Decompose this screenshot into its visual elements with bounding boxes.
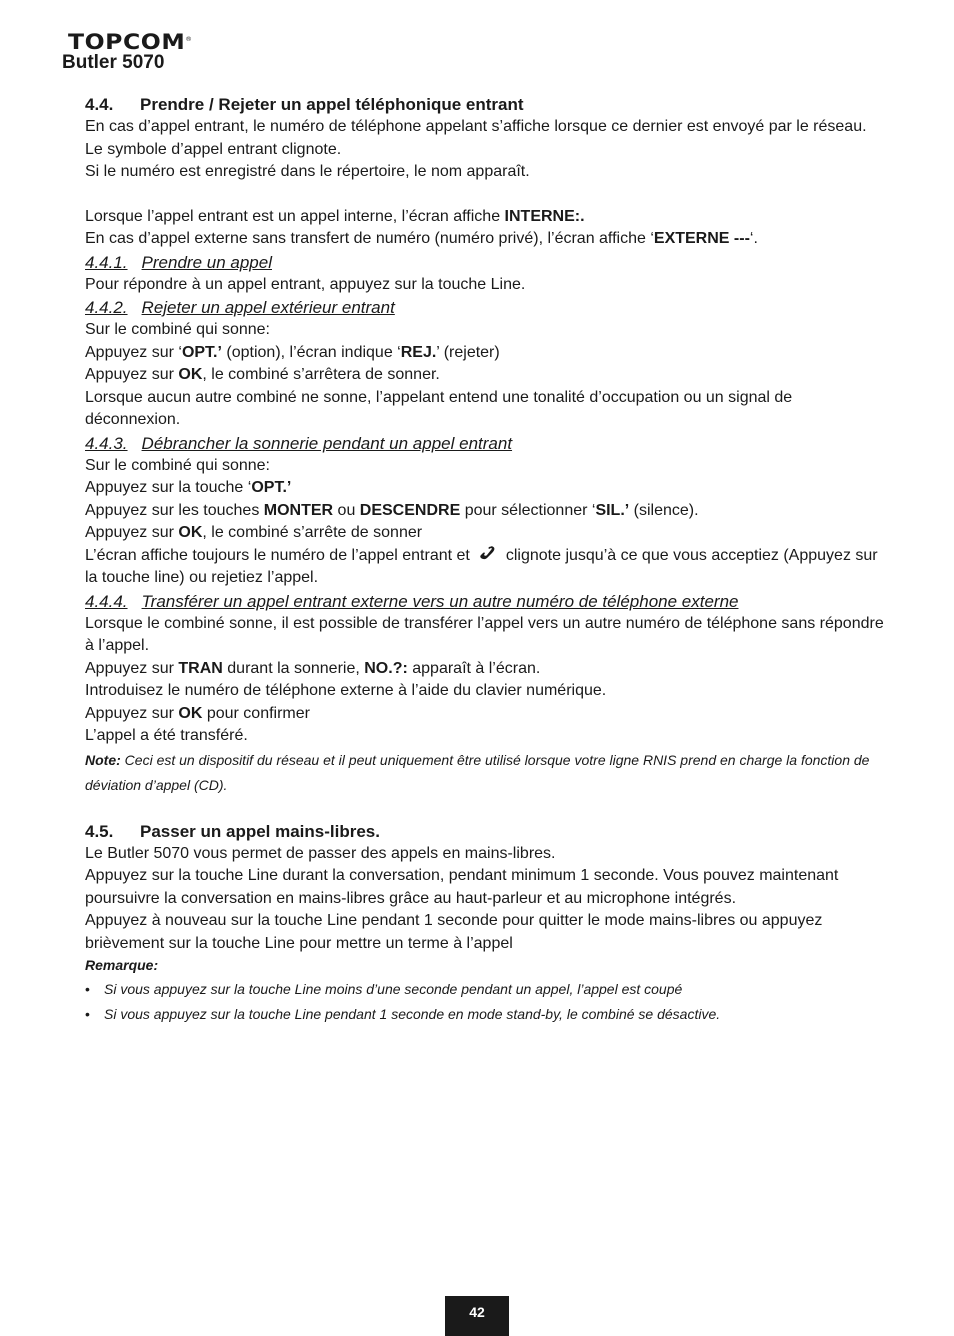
- paragraph: Lorsque l’appel entrant est un appel interne, l’écran affiche INTERNE:.: [85, 207, 585, 225]
- page-content: [85, 93, 890, 1027]
- subsection-heading-4-4-1: 4.4.1. Prendre un appel: [85, 252, 272, 272]
- phone-handset-icon: [476, 545, 498, 568]
- paragraph: Appuyez sur les touches MONTER ou DESCENDRE pour sélectionner ‘SIL.’ (silence).: [85, 501, 699, 519]
- section-heading-4-5: 4.5. Passer un appel mains-libres.: [85, 821, 380, 841]
- paragraph: Sur le combiné qui sonne:: [85, 456, 270, 474]
- list-item: • Si vous appuyez sur la touche Line moins d’une seconde pendant un appel, l’appel est coupé: [85, 977, 890, 1002]
- topcom-logo: TOPCOM®: [68, 30, 193, 54]
- paragraph: Appuyez sur la touche ‘OPT.’: [85, 479, 292, 496]
- subsection-heading-4-4-3: 4.4.3. Débrancher la sonnerie pendant un appel entrant: [85, 433, 513, 453]
- paragraph: Pour répondre à un appel entrant, appuyez sur la touche Line.: [85, 275, 526, 293]
- paragraph: En cas d’appel externe sans transfert de numéro (numéro privé), l’écran affiche ‘EXTERNE ---‘.: [85, 230, 758, 247]
- paragraph: Appuyez sur OK, le combiné s’arrête de sonner: [85, 524, 423, 541]
- subsection-heading-4-4-4: 4.4.4. Transférer un appel entrant externe vers un autre numéro de téléphone externe: [85, 591, 739, 611]
- paragraph: L’appel a été transféré.: [85, 727, 248, 744]
- subsection-heading-4-4-2: 4.4.2. Rejeter un appel extérieur entrant: [85, 298, 395, 317]
- note: Note: Ceci est un dispositif du réseau et il peut uniquement être utilisé lorsque votre ligne RNIS prend en charge la fonction de déviation d’appel (CD).: [85, 751, 870, 793]
- paragraph: Appuyez sur OK pour confirmer: [85, 704, 310, 722]
- paragraph: Le symbole d’appel entrant clignote.: [85, 140, 342, 158]
- paragraph: Lorsque le combiné sonne, il est possible de transférer l’appel vers un autre numéro de téléphone sans répondre à l’appel.: [85, 614, 884, 654]
- paragraph: Si le numéro est enregistré dans le répertoire, le nom apparaît.: [85, 163, 530, 180]
- section-heading-4-4: 4.4. Prendre / Rejeter un appel téléphonique entrant: [85, 95, 524, 114]
- model-name: Butler 5070: [62, 52, 165, 73]
- remark-list: [85, 977, 890, 1027]
- paragraph: Sur le combiné qui sonne:: [85, 321, 270, 338]
- paragraph: Appuyez à nouveau sur la touche Line pendant 1 seconde pour quitter le mode mains-libres ou appuyez brièvement sur la touche Line pour mettre un terme à l’appel: [85, 912, 823, 952]
- paragraph: En cas d’appel entrant, le numéro de téléphone appelant s’affiche lorsque ce dernier est envoyé par le réseau.: [85, 118, 867, 135]
- paragraph: Appuyez sur TRAN durant la sonnerie, NO.?: apparaît à l’écran.: [85, 659, 541, 677]
- paragraph: Appuyez sur ‘OPT.’ (option), l’écran indique ‘REJ.’ (rejeter): [85, 343, 500, 361]
- page-number: 42: [445, 1296, 509, 1336]
- paragraph: Le Butler 5070 vous permet de passer des appels en mains-libres.: [85, 844, 556, 862]
- list-item: • Si vous appuyez sur la touche Line pendant 1 seconde en mode stand-by, le combiné se désactive.: [85, 1002, 890, 1027]
- paragraph: Lorsque aucun autre combiné ne sonne, l’appelant entend une tonalité d’occupation ou un signal de déconnexion.: [85, 388, 793, 428]
- paragraph: Appuyez sur OK, le combiné s’arrêtera de sonner.: [85, 366, 440, 383]
- paragraph: L’écran affiche toujours le numéro de l’appel entrant et clignote jusqu’à ce que vous acceptiez (Appuyez sur la touche line) ou rejetiez l’appel.: [85, 546, 878, 586]
- paragraph: Introduisez le numéro de téléphone externe à l’aide du clavier numérique.: [85, 682, 607, 699]
- remark-title: Remarque:: [85, 957, 159, 973]
- paragraph: Appuyez sur la touche Line durant la conversation, pendant minimum 1 seconde. Vous pouvez maintenant poursuivre la conversation en mains-libres grâce au haut-parleur et au microphone intégrés.: [85, 867, 839, 907]
